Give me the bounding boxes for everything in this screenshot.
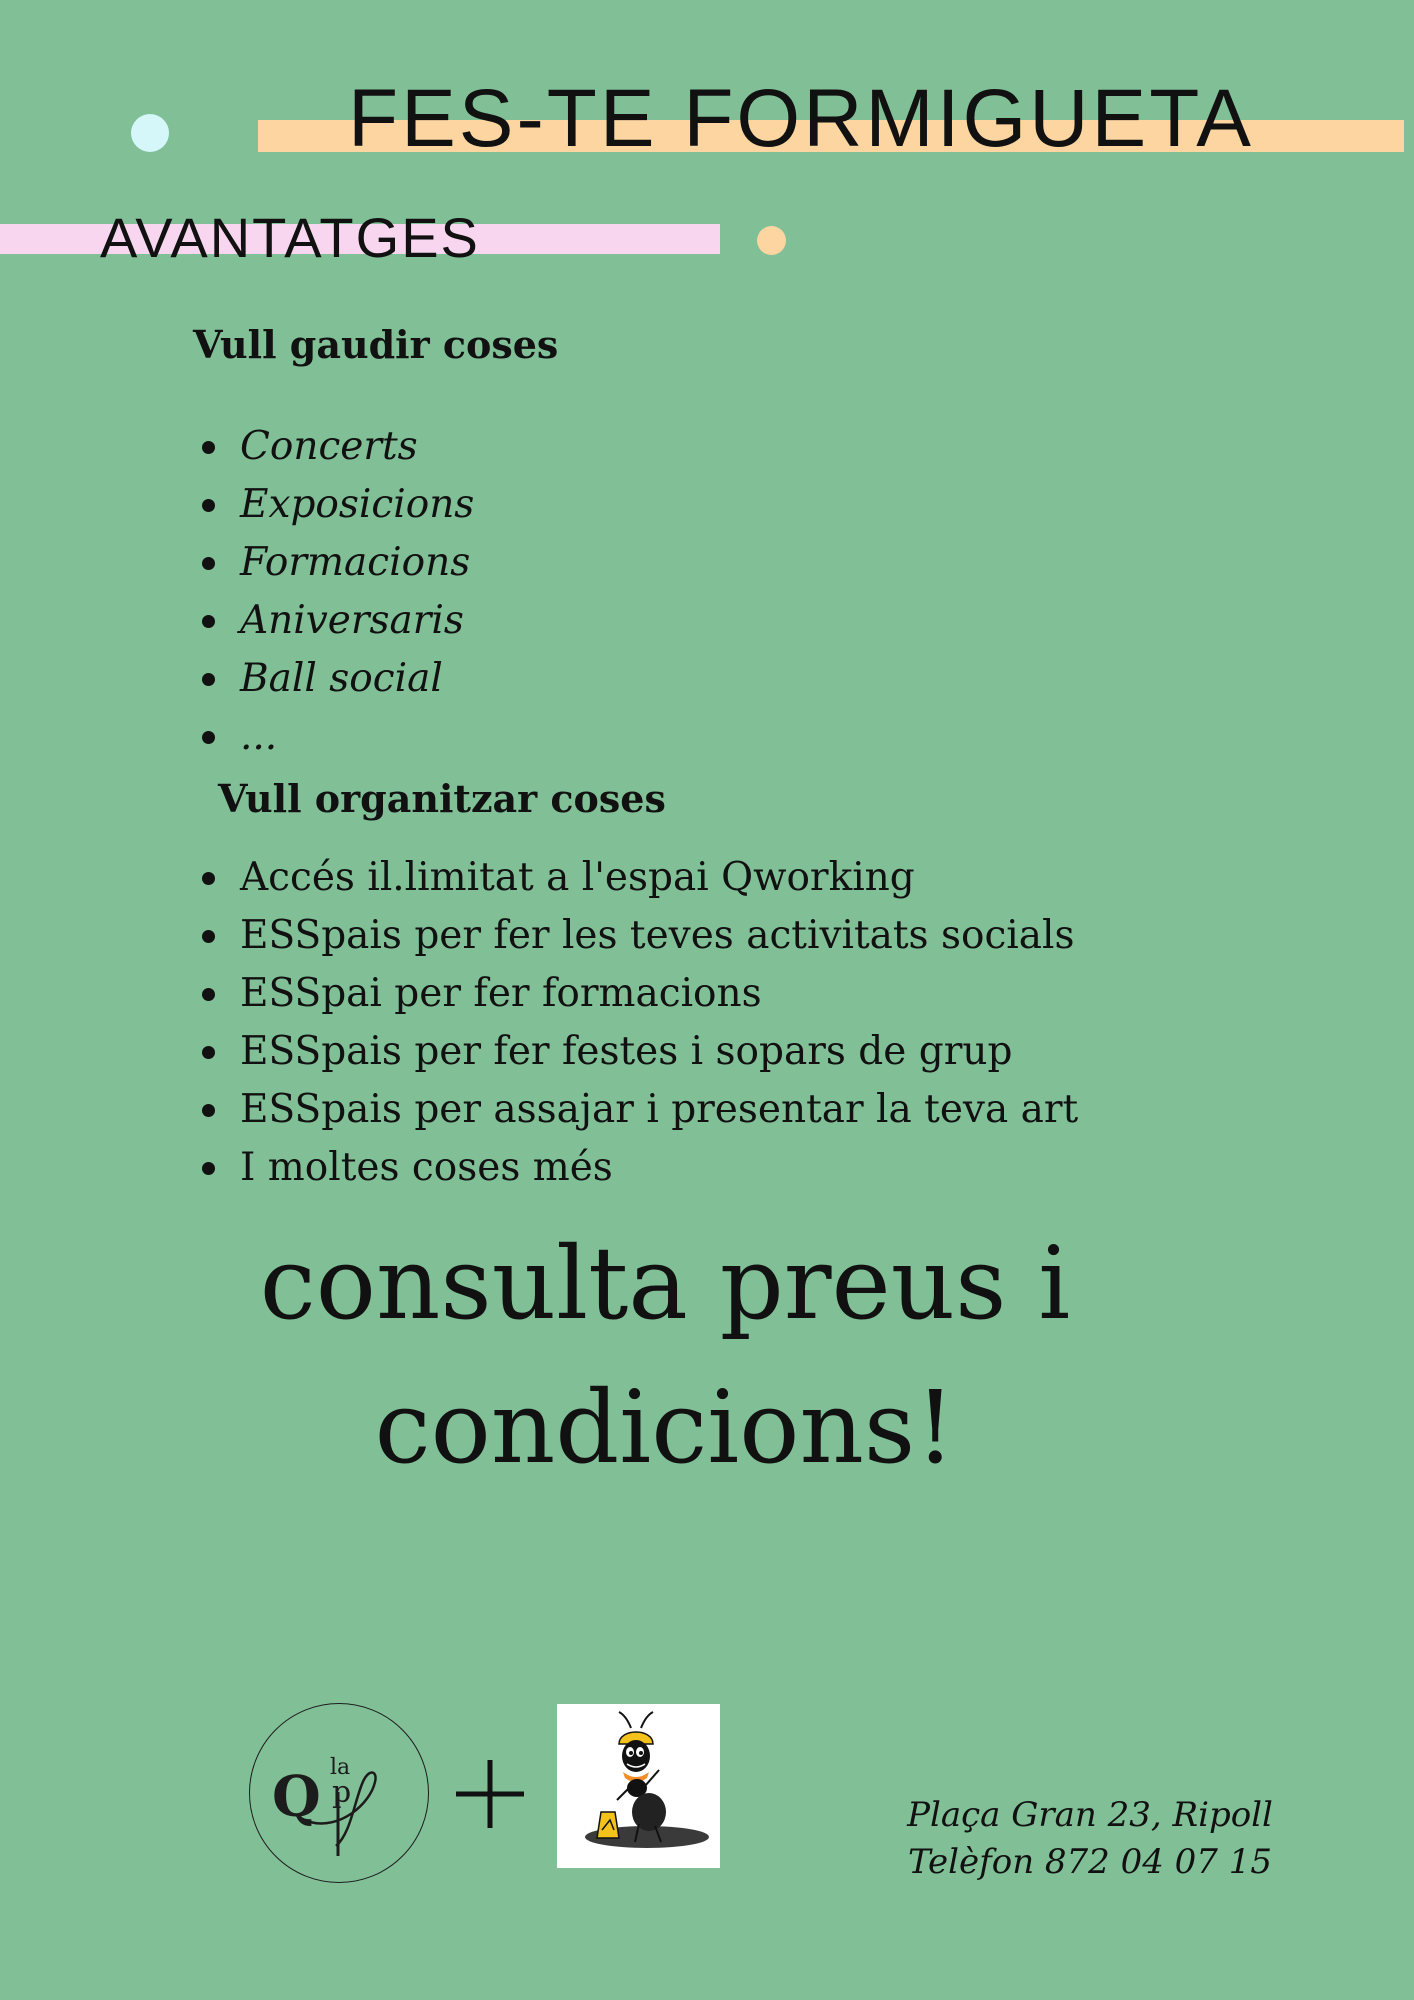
list-item: Formacions	[192, 534, 474, 592]
decorative-dot	[757, 226, 786, 255]
plus-icon	[450, 1754, 530, 1834]
list-item: Aniversaris	[192, 592, 474, 650]
enjoy-list	[192, 418, 474, 766]
call-to-action	[0, 1212, 1330, 1500]
list-item: Ball social	[192, 650, 474, 708]
page-title: FES-TE FORMIGUETA	[348, 73, 1254, 164]
list-item: I moltes coses més	[192, 1139, 1078, 1197]
cta-line-1: consulta preus i	[259, 1225, 1071, 1342]
address-text: Plaça Gran 23, Ripoll	[907, 1795, 1273, 1835]
list-item: ESSpais per fer les teves activitats socials	[192, 907, 1078, 965]
ant-mascot-icon	[557, 1704, 720, 1868]
organize-list	[192, 849, 1078, 1197]
list-item: ESSpais per assajar i presentar la teva art	[192, 1081, 1078, 1139]
decorative-dot	[131, 114, 169, 152]
qlap-logo	[249, 1703, 429, 1883]
enjoy-heading: Vull gaudir coses	[193, 322, 559, 367]
list-item: ESSpais per fer festes i sopars de grup	[192, 1023, 1078, 1081]
organize-heading: Vull organitzar coses	[218, 776, 666, 821]
contact-info	[880, 1792, 1300, 1886]
list-item: Concerts	[192, 418, 474, 476]
list-item: Accés il.limitat a l'espai Qworking	[192, 849, 1078, 907]
svg-text:Q: Q	[272, 1764, 321, 1830]
section-subtitle: AVANTATGES	[100, 206, 480, 269]
phone-text: Telèfon 872 04 07 15	[907, 1842, 1273, 1882]
cta-line-2: condicions!	[374, 1369, 956, 1486]
svg-text:la: la	[330, 1755, 351, 1780]
list-item: Exposicions	[192, 476, 474, 534]
qlap-logo-mark	[250, 1704, 430, 1884]
list-item: ...	[192, 708, 474, 766]
svg-text:p: p	[332, 1775, 352, 1810]
list-item: ESSpai per fer formacions	[192, 965, 1078, 1023]
